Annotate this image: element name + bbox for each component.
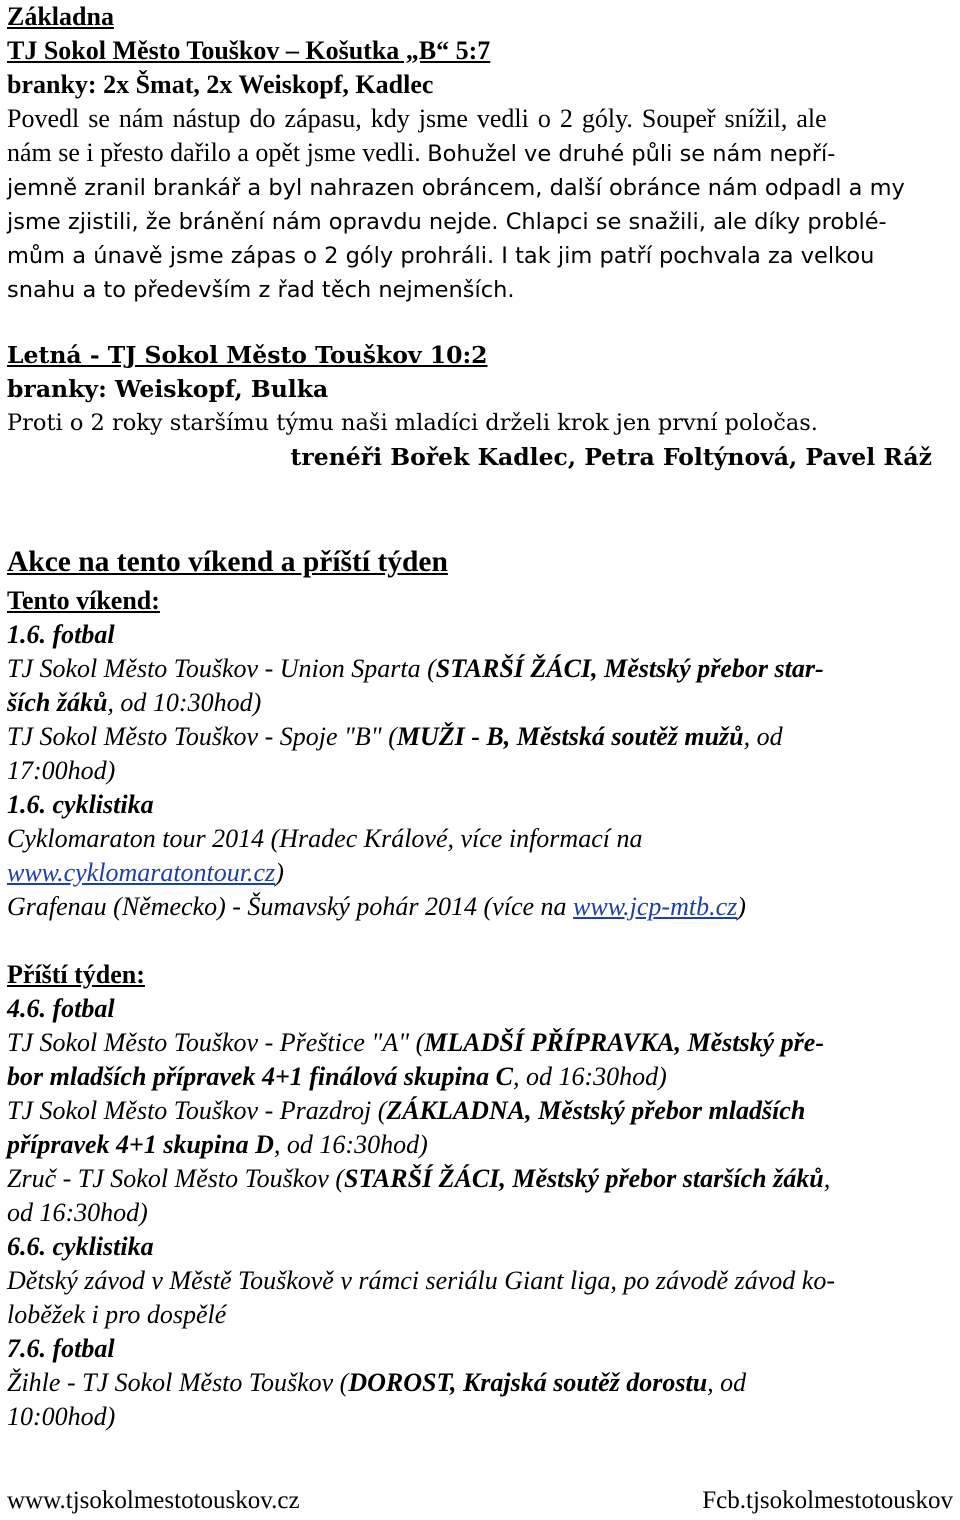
events-heading: Akce na tento víkend a příští týden (7, 546, 448, 578)
event-item: TJ Sokol Město Touškov - Prazdroj (ZÁKLADNA, Městský přebor mladších (7, 1096, 806, 1125)
match-report-line: jsme zjistili, že bránění nám opravdu nejde. Chlapci se snažili, ale díky problé- (7, 209, 887, 235)
event-date: 6.6. cyklistika (7, 1232, 154, 1261)
event-item-cont: loběžek i pro dospělé (7, 1300, 227, 1329)
match-report-line: jemně zranil brankář a byl nahrazen obráncem, další obránce nám odpadl a my (7, 175, 905, 201)
coaches-signature: trenéři Bořek Kadlec, Petra Foltýnová, Pavel Ráž (290, 443, 932, 471)
event-date: 7.6. fotbal (7, 1334, 115, 1363)
event-item-cont: 10:00hod) (7, 1402, 116, 1431)
events-heading-block (7, 543, 954, 581)
event-item: TJ Sokol Město Touškov - Spoje "B" (MUŽI - B, Městská soutěž mužů, od (7, 722, 783, 751)
event-item-cont: bor mladších přípravek 4+1 finálová skupina C, od 16:30hod) (7, 1062, 667, 1091)
event-item-cont: ších žáků, od 10:30hod) (7, 688, 262, 717)
event-item-cont: od 16:30hod) (7, 1198, 148, 1227)
match-result-title: TJ Sokol Město Touškov – Košutka „B“ 5:7 (7, 36, 491, 65)
event-item-cont: přípravek 4+1 skupina D, od 16:30hod) (7, 1130, 428, 1159)
footer-website: www.tjsokolmestotouskov.cz (7, 1487, 300, 1514)
event-date: 1.6. cyklistika (7, 790, 154, 819)
event-item: Žihle - TJ Sokol Město Touškov (DOROST, Krajská soutěž dorostu, od (7, 1368, 747, 1397)
event-item-cont: www.cyklomaratontour.cz) (7, 858, 284, 887)
match-report-line: nám se i přesto dařilo a opět jsme vedli. Bohužel ve druhé půli se nám nepří- (7, 138, 836, 167)
match-result-title: Letná - TJ Sokol Město Touškov 10:2 (7, 341, 488, 369)
event-date: 1.6. fotbal (7, 620, 115, 649)
match-report-line: Proti o 2 roky staršímu týmu naši mladíci drželi krok jen první poločas. (7, 410, 818, 436)
event-item: Dětský závod v Městě Touškově v rámci seriálu Giant liga, po závodě závod ko- (7, 1266, 835, 1295)
match-scorers: branky: 2x Šmat, 2x Weiskopf, Kadlec (7, 70, 434, 99)
event-date: 4.6. fotbal (7, 994, 115, 1023)
event-item: Cyklomaraton tour 2014 (Hradec Králové, více informací na (7, 824, 643, 853)
cyklomaraton-link[interactable]: www.cyklomaratontour.cz (7, 858, 276, 887)
match-scorers: branky: Weiskopf, Bulka (7, 375, 329, 403)
jcp-mtb-link[interactable]: www.jcp-mtb.cz (573, 892, 738, 921)
weekend-label: Tento víkend: (7, 586, 160, 615)
event-item-cont: 17:00hod) (7, 756, 116, 785)
section-heading-zakladna: Základna (7, 2, 114, 31)
next-week-label: Příští týden: (7, 960, 145, 989)
event-item: TJ Sokol Město Touškov - Union Sparta (STARŠÍ ŽÁCI, Městský přebor star- (7, 654, 824, 683)
event-item: Zruč - TJ Sokol Město Touškov (STARŠÍ ŽÁCI, Městský přebor starších žáků, (7, 1164, 831, 1193)
event-item: TJ Sokol Město Touškov - Přeštice "A" (MLADŠÍ PŘÍPRAVKA, Městský pře- (7, 1028, 824, 1057)
match-report-line: mům a únavě jsme zápas o 2 góly prohráli. I tak jim patří pochvala za velkou (7, 243, 875, 269)
match-report-line: snahu a to především z řad těch nejmenších. (7, 277, 515, 303)
event-item: Grafenau (Německo) - Šumavský pohár 2014 (více na www.jcp-mtb.cz) (7, 892, 746, 921)
letna-section (7, 338, 954, 474)
match-report-line: Povedl se nám nástup do zápasu, kdy jsme vedli o 2 góly. Soupeř snížil, ale (7, 104, 827, 133)
events-list (7, 584, 954, 1434)
zakladna-section (7, 0, 954, 307)
footer-facebook: Fcb.tjsokolmestotouskov (702, 1487, 953, 1514)
